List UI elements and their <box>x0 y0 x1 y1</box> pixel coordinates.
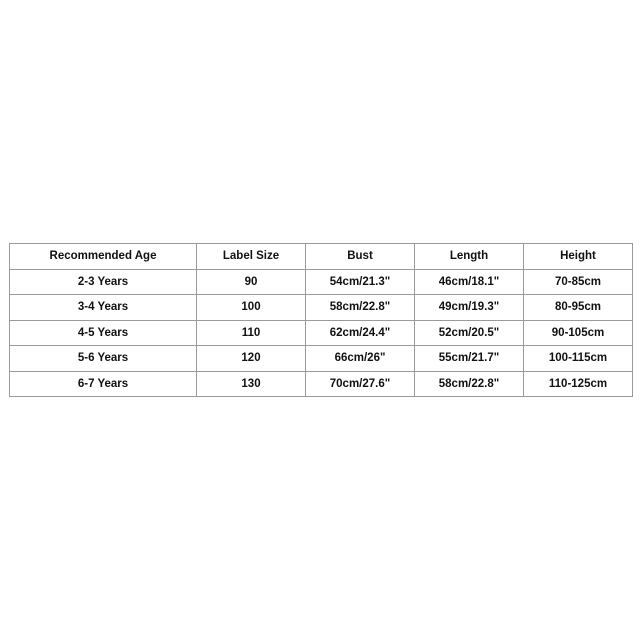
cell-height: 100-115cm <box>524 346 633 372</box>
cell-label-size: 120 <box>197 346 306 372</box>
cell-length: 52cm/20.5" <box>415 320 524 346</box>
size-chart-table <box>9 243 633 397</box>
cell-height: 70-85cm <box>524 269 633 295</box>
cell-label-size: 100 <box>197 295 306 321</box>
cell-length: 49cm/19.3" <box>415 295 524 321</box>
cell-bust: 62cm/24.4" <box>306 320 415 346</box>
cell-height: 90-105cm <box>524 320 633 346</box>
cell-label-size: 130 <box>197 371 306 397</box>
cell-bust: 66cm/26" <box>306 346 415 372</box>
cell-height: 80-95cm <box>524 295 633 321</box>
cell-length: 46cm/18.1" <box>415 269 524 295</box>
header-bust: Bust <box>306 244 415 270</box>
cell-bust: 70cm/27.6" <box>306 371 415 397</box>
header-recommended-age: Recommended Age <box>10 244 197 270</box>
cell-length: 58cm/22.8" <box>415 371 524 397</box>
table-row <box>10 269 633 295</box>
table-row <box>10 320 633 346</box>
header-label-size: Label Size <box>197 244 306 270</box>
cell-age: 6-7 Years <box>10 371 197 397</box>
cell-height: 110-125cm <box>524 371 633 397</box>
cell-age: 4-5 Years <box>10 320 197 346</box>
table-row <box>10 371 633 397</box>
header-height: Height <box>524 244 633 270</box>
cell-length: 55cm/21.7" <box>415 346 524 372</box>
header-length: Length <box>415 244 524 270</box>
cell-age: 2-3 Years <box>10 269 197 295</box>
cell-label-size: 110 <box>197 320 306 346</box>
cell-label-size: 90 <box>197 269 306 295</box>
table-row <box>10 346 633 372</box>
cell-age: 5-6 Years <box>10 346 197 372</box>
cell-bust: 54cm/21.3" <box>306 269 415 295</box>
table-row <box>10 295 633 321</box>
cell-bust: 58cm/22.8" <box>306 295 415 321</box>
table-header-row <box>10 244 633 270</box>
cell-age: 3-4 Years <box>10 295 197 321</box>
